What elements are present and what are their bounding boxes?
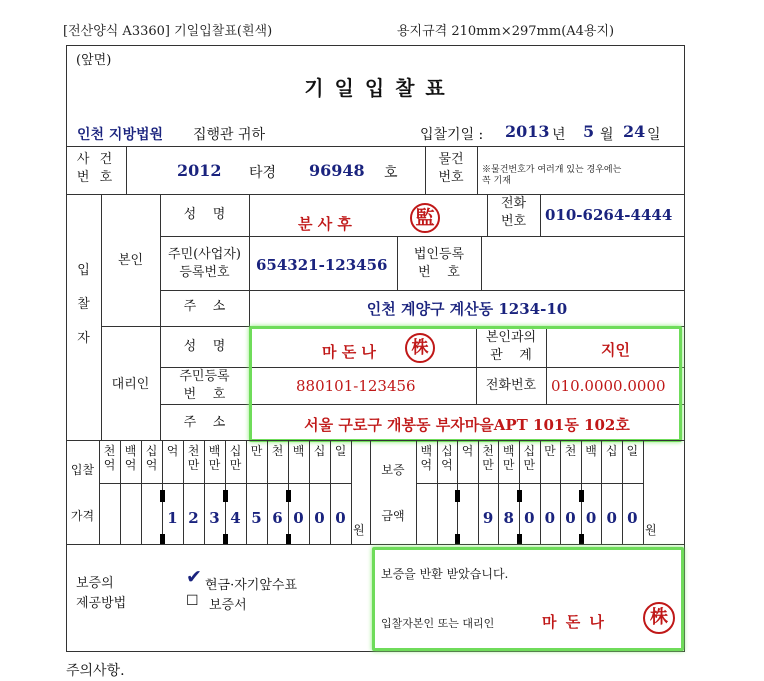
deposit-digit-6[interactable]: 0 [544,509,556,527]
deposit-digit-8[interactable]: 0 [585,509,597,527]
deposit-unit-2: 억 [461,444,474,458]
agent-id: 880101-123456 [296,377,416,395]
principal-label: 본인 [117,253,144,268]
signer-seal: 株 [643,602,675,634]
case-year: 2012 [177,161,222,180]
principal-id: 654321-123456 [256,256,388,274]
bid_price-separator-mark [223,534,228,544]
bid-year: 2013 [505,122,550,141]
bid_price-separator-mark [286,534,291,544]
bid_price-digit-11[interactable]: 0 [335,509,346,527]
form-code: [전산양식 A3360] 기일입찰표(흰색) [63,24,273,39]
principal-address: 인천 계양구 계산동 1234-10 [366,300,568,318]
bid_price-digit-7[interactable]: 5 [251,509,262,527]
deposit-separator-mark [517,534,522,544]
bid-won: 원 [353,523,365,537]
deposit-unit-0: 백 억 [420,444,433,472]
bid_price-unit-5: 백 만 [208,444,221,472]
case-suffix: 호 [384,165,398,181]
deposit-unit-8: 백 [585,444,597,458]
bid_price-unit-4: 천 만 [187,444,200,472]
option-guarantee: 보증서 [209,598,247,613]
principal-id-label: 주민(사업자) 등록번호 [168,247,241,280]
agent-id-label: 주민등록 번 호 [179,369,230,402]
item-number-note: ※물건번호가 여러개 있는 경우에는 꼭 기재 [482,165,622,186]
bid_price-digit-8[interactable]: 6 [272,509,283,527]
agent-label: 대리인 [111,377,150,392]
bid-price-label-top: 입찰 [70,463,95,477]
deposit-method-label: 보증의 제공방법 [76,576,127,611]
deposit-digit-5[interactable]: 0 [524,509,535,527]
checkbox-icon[interactable]: ☐ [186,593,199,609]
bid_price-separator-mark [223,490,228,502]
deposit-separator-mark [455,534,460,544]
agent-seal: 株 [405,333,435,363]
bid_price-unit-7: 만 [250,444,263,458]
bid_price-separator-mark [160,490,165,502]
deposit-separator-mark [517,490,522,502]
bid_price-digit-6[interactable]: 4 [230,509,241,527]
deposit-unit-6: 만 [544,444,556,458]
deposit-unit-5: 십 만 [523,444,536,472]
agent-phone-label: 전화번호 [485,378,537,393]
deposit-digit-9[interactable]: 0 [606,509,617,527]
deposit-separator-mark [579,490,584,502]
check-icon[interactable]: ✔ [186,566,202,588]
deposit-digit-4[interactable]: 8 [503,509,514,527]
bid_price-separator-mark [286,490,291,502]
bid_price-digit-9[interactable]: 0 [293,509,304,527]
bid_price-unit-2: 십 억 [145,444,158,472]
addressee: 집행관 귀하 [193,127,266,143]
bidder-label: 입 찰 자 [77,263,90,346]
paper-spec: 용지규격 210mm×297mm(A4용지) [397,24,615,39]
bid_price-digit-10[interactable]: 0 [314,509,325,527]
deposit-digit-3[interactable]: 9 [482,509,494,527]
agent-name: 마 돈 나 [322,343,376,361]
bid_price-unit-11: 일 [334,444,347,458]
month-unit: 월 [600,127,614,143]
bid_price-unit-6: 십 만 [229,444,242,472]
agent-name-label: 성 명 [183,339,226,354]
bid_price-unit-9: 백 [292,444,305,458]
return-text: 보증을 반환 받았습니다. [381,567,509,581]
principal-address-label: 주 소 [183,299,226,314]
case-number: 96948 [309,161,365,180]
deposit-label-top: 보증 [381,463,405,477]
signer-label: 입찰자본인 또는 대리인 [381,617,495,630]
principal-phone: 010-6264-4444 [545,206,673,224]
deposit-label-bottom: 금액 [381,509,405,523]
deposit-digit-10[interactable]: 0 [627,509,638,527]
bid_price-separator-mark [160,534,165,544]
bid-price-label-bottom: 가격 [70,509,95,523]
deposit-unit-4: 백 만 [502,444,515,472]
day-unit: 일 [647,127,661,143]
bid_price-unit-1: 백 억 [124,444,137,472]
bid_price-unit-3: 억 [166,444,179,458]
principal-seal: 監 [410,203,440,233]
signer-name: 마 돈 나 [542,613,606,631]
deposit-unit-7: 천 [564,444,577,458]
principal-phone-label: 전화 번호 [500,196,527,229]
corp-reg-label: 법인등록 번 호 [413,247,465,280]
case-type: 타경 [249,165,277,181]
year-unit: 년 [552,127,566,143]
option-cash: 현금·자기앞수표 [205,578,298,593]
bid_price-digit-4[interactable]: 2 [188,509,199,527]
agent-address: 서울 구로구 개봉동 부자마을APT 101동 102호 [304,416,630,434]
bid_price-unit-10: 십 [313,444,326,458]
relation-label: 본인과의 관 계 [485,330,537,363]
deposit-won: 원 [645,523,657,537]
agent-highlight [249,326,682,442]
form-title: 기 일 입 찰 표 [304,76,447,100]
deposit-separator-mark [579,534,584,544]
item-number-label: 물건 번호 [438,152,464,185]
deposit-separator-mark [455,490,460,502]
bid_price-unit-0: 천 억 [103,444,116,472]
agent-address-label: 주 소 [183,415,226,430]
deposit-unit-3: 천 만 [482,444,494,472]
court-name: 인천 지방법원 [77,127,164,143]
deposit-unit-9: 십 [605,444,618,458]
front-label: (앞면) [76,53,112,68]
bid_price-digit-5[interactable]: 3 [209,509,220,527]
case-label: 사 건 번 호 [76,152,116,185]
return-highlight [372,547,684,651]
principal-name-label: 성 명 [183,207,226,222]
bid-date-label: 입찰기일 : [420,127,484,143]
bid_price-unit-8: 천 [271,444,284,458]
bid-month: 5 [583,122,595,141]
bid-day: 24 [623,122,646,141]
deposit-unit-1: 십 억 [441,444,453,472]
deposit-digit-7[interactable]: 0 [565,509,576,527]
notes-label: 주의사항. [66,663,125,679]
agent-phone: 010.0000.0000 [551,377,666,395]
bid_price-digit-3[interactable]: 1 [167,509,178,527]
relation-value: 지인 [601,341,630,359]
principal-name: 분 사 후 [298,215,352,233]
deposit-unit-10: 일 [626,444,639,458]
